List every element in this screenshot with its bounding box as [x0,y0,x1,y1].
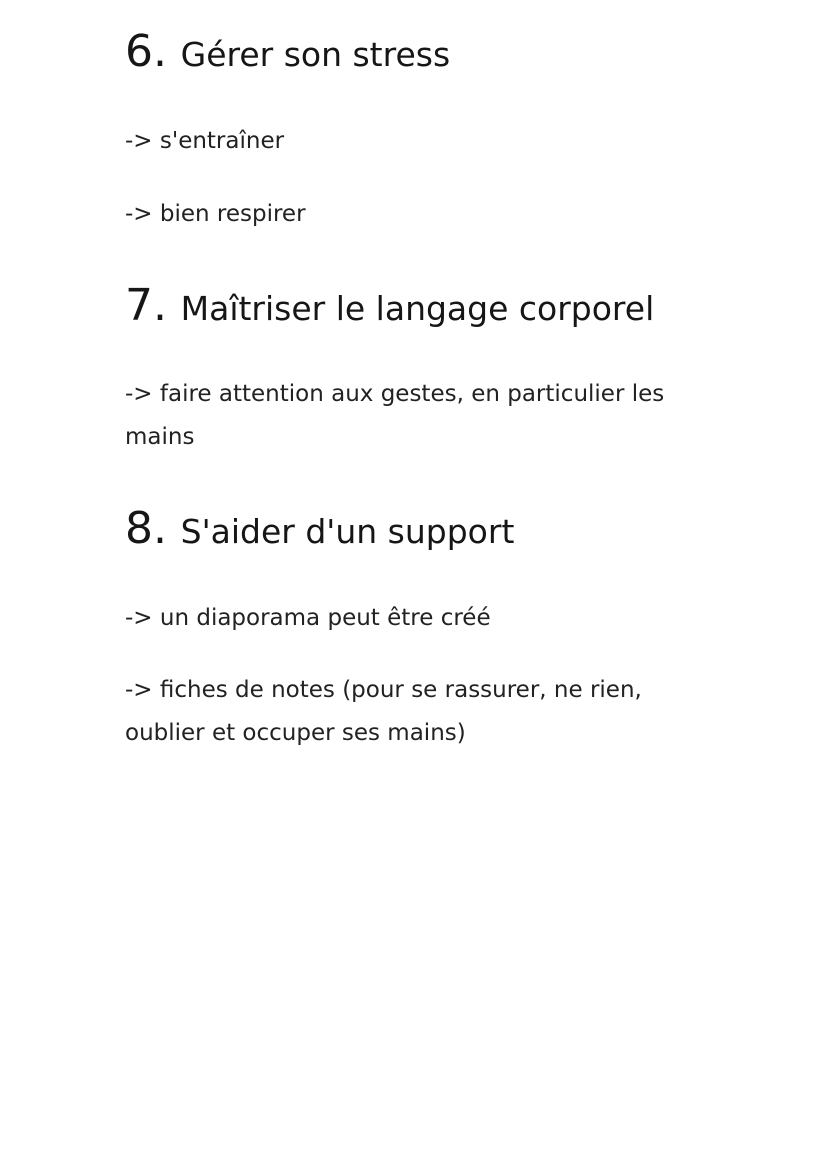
section-8-line-3: oublier et occuper ses mains) [125,720,466,746]
section-8-line-2: -> fiches de notes (pour se rassurer, ne rien, [125,677,642,703]
section-7-line-1: -> faire attention aux gestes, en particulier les [125,381,665,407]
section-8-title: S'aider d'un support [180,512,515,551]
section-7-title: Maîtriser le langage corporel [180,289,655,328]
section-7-number: 7. [125,280,167,331]
section-6-line-1: -> s'entraîner [125,128,285,154]
section-8-heading [125,503,515,554]
section-8-line-1: -> un diaporama peut être créé [125,605,491,631]
section-6-heading [125,26,451,77]
section-6-line-2: -> bien respirer [125,201,306,227]
section-8-number: 8. [125,503,167,554]
section-6-title: Gérer son stress [180,35,451,74]
section-7-heading [125,280,655,331]
section-7-line-2: mains [125,424,195,450]
section-6-number: 6. [125,26,167,77]
